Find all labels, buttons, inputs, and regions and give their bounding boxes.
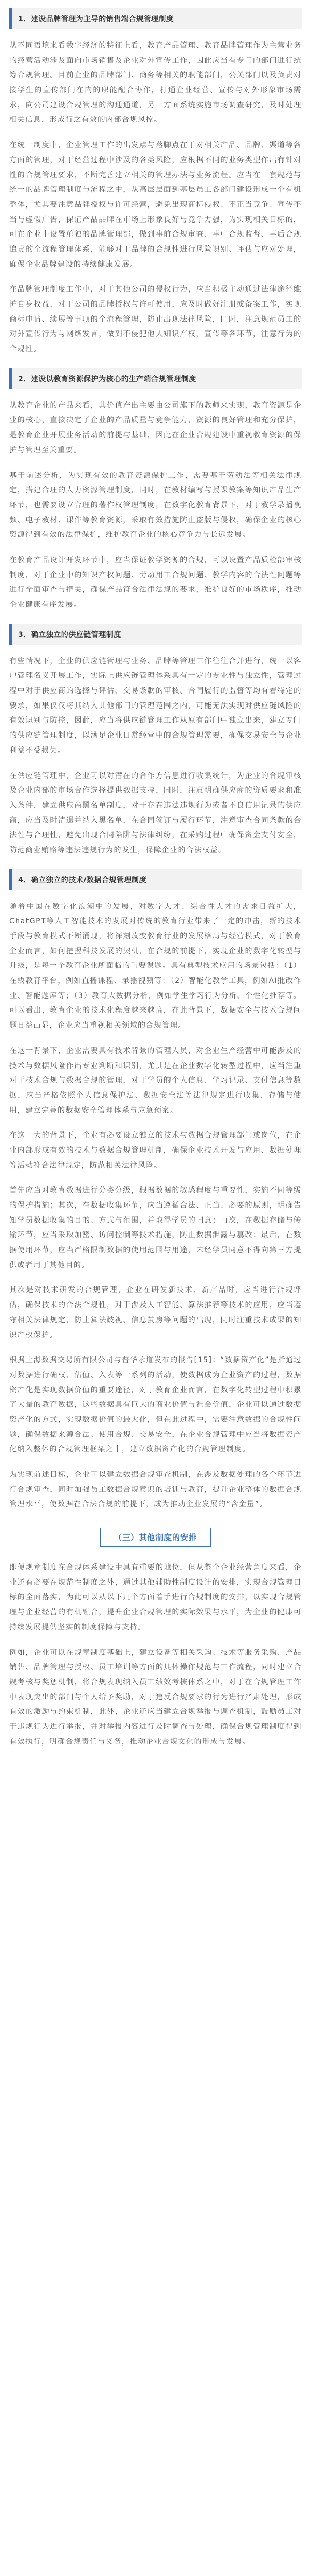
paragraph: 在统一制度中，企业管理工作的出发点与落脚点在于对相关产品、品牌、渠道等各方面的管理，对于经营过程中涉及的各类风险，应根据不同的业务类型作出有针对性的合规管理要求，不断完善建立相关的管理办法与业务流程。应当在一套规范与统一的品牌管理制度与流程之中，从高层层面到基层员工各部门建设形成一个有机整体，尤其要注意品牌授权与许可经营，避免出现商标侵权、不正当竞争、宣传不当与虚假广告，保证产品品牌在市场上形象良好与竞争力强，为实现相关目标的，可在企业中设置单独的品牌管理部，做到事前合规审查、事中合规监督、事后合规追责的全流程管理体系，能够对于品牌的合规性进行风险识别、评估与应对处理，确保企业品牌建设的持续健康发展。: [9, 141, 302, 269]
paragraph: 即便规章制度在合规体系建设中具有重要的地位，但从整个企业经营角度来看，企业还有必要在规范性制度之外，通过其他辅助性制度设计的安排，实现合规管理目标的全面落实，为此可以从以下几个方面着手进行合规制度的安排，以实现合规管理与企业经营的有机融合，提升企业合规管理的实际效果与水平，为企业的健康可持续发展提供坚实的制度保障与支持。: [9, 1563, 302, 1631]
paragraph: 随着中国在数字化浪潮中的发展，对数字人才、综合性人才的需求日益扩大，ChatGPT等人工智能技术的发展对传统的教育行业带来了一定的冲击，新的技术手段与教育模式不断涌现，将深刻改变教育行业的发展格局与经营模式，对于教育企业而言，如何把握科技发展的契机，在合规的前提下，实现企业的数字化转型与升级，是每一个教育企业所面临的重要课题。具有典型技术应用的场景包括：（1）在线教育平台，例如直播课程、录播视频等；（2）智能化教学工具，例如AI批改作业、智能题库等；（3）教育大数据分析，例如学生学习行为分析、个性化推荐等。可以看出，教育企业的技术化程度越来越高，在此背景下，数据安全与技术合规问题日益凸显，企业应当重视相关领域的合规管理。: [9, 902, 302, 1030]
section-title: 2．建设以教育资源保护为核心的生产端合规管理制度: [18, 375, 196, 383]
paragraph: 在教育产品设计开发环节中，应当保证教学资源的合规，可以设置产品质检部审核制度，对于企业中的知识产权问题、劳动用工合规问题、教学内容的合法性问题等进行全面审查与把关，确保产品符合法律法规的要求，维护良好的市场秩序，推动企业健康有序发展。: [9, 556, 302, 609]
paragraph: 有些情况下，企业的供应链管理与业务、品牌等管理工作往往合并进行，统一以客户管理名义开展工作，实际上供应链管理体系具有一定的专业性与独立性，管理过程中对于供应商的选择与评估、交易条款的审核、合同履行的监督等均有着特定的要求，如果仅仅将其纳入其他部门的管理范围之内，可能无法实现对供应链风险的有效识别与防控，因此，应当将供应链管理工作从原有部门中独立出来，建立专门的供应链管理制度，以满足企业日常经营中的合规管理需要，确保交易安全与企业利益不受损失。: [9, 657, 302, 755]
paragraph: 在这一大的背景下，企业有必要设立独立的技术与数据合规管理部门或岗位，在企业内部形成有效的技术与数据合规管理机制，确保企业技术开发与应用、数据处理等活动符合法律规定，防范相关法律风险。: [9, 1131, 302, 1170]
paragraph: 在供应链管理中，企业可以对潜在的合作方信息进行收集统计，为企业的合规审核及企业内部的市场合作选择提供数据支持，同时，注意明确供应商的资质要求和准入条件，建立供应商黑名单制度，对于存在违法违规行为或者不良信用记录的供应商，应当及时清退并纳入黑名单，在合同签订与履行环节，注意审查合同条款的合法性与合理性，避免出现合同陷阱与法律纠纷，在采购过程中确保资金支付安全，防范商业贿赂等违法违规行为的发生，保障企业的合法权益。: [9, 771, 302, 854]
paragraph: 例如，企业可以在规章制度基础上，建立设备等相关采购、技术等服务采购、产品销售、品牌管理与授权、员工培训等方面的具体操作规范与工作流程，同时建立合规考核与奖惩机制，将合规表现纳入员工绩效考核体系之中，对于在合规管理工作中表现突出的部门与个人给予奖励，对于违反合规要求的行为进行严肃处理，形成有效的激励与约束机制，此外，企业还应当建立合规举报与调查机制，鼓励员工对于违规行为进行举报，并对举报内容进行及时调查与处理，确保合规管理制度得到有效执行，明确合规责任与义务，推动企业合规文化的形成与发展。: [9, 1648, 302, 1746]
paragraph: 为实现前述目标，企业可以建立数据合规审查机制，在涉及数据处理的各个环节进行合规审查，同时加强员工数据合规意识的培训与教育，提升企业整体的数据合规管理水平，使数据在合法合规的前提下，成为推动企业发展的“含金量”。: [9, 1471, 302, 1509]
section-heading: [9, 624, 302, 645]
subsection-banner-title: （三）其他制度的安排: [100, 1528, 211, 1547]
subsection-banner: [9, 1528, 302, 1547]
paragraph: 其次是对技术研发的合规管理，企业在研发新技术、新产品时，应当进行合规评估，确保技术的合法合规性，对于涉及人工智能、算法推荐等技术的应用，应当遵守相关法律规定，防止算法歧视、信息茧房等问题的出现，同时注重技术成果的知识产权保护。: [9, 1286, 302, 1339]
section-title: 1．建设品牌管理为主导的销售端合规管理制度: [18, 15, 174, 23]
section-title: 3．确立独立的供应链管理制度: [18, 630, 121, 639]
paragraph: 基于前述分析，为实现有效的教育资源保护工作，需要基于劳动法等相关法律规定，搭建合理的人力资源管理制度，同时，在教材编写与授课教案等知识产品生产环节，也需要设立合理的著作权管理制度，在数字化教育背景下，对于教学录播视频、电子教材、课件等教育资源，采取有效措施防止盗版与侵权，确保企业的核心资源得到有效的法律保护，维护教育企业的核心竞争力与长远发展。: [9, 471, 302, 539]
section-heading: [9, 869, 302, 890]
paragraph: 从教育企业的产品来看，其价值产出主要由公司旗下的教师来实现，教育资源是企业的核心，直接决定了企业的产品质量与竞争能力，资源的良好管理和充分保护，是教育企业开展业务活动的前提与基础，因此在企业合规建设中重视教育资源的保护与管理至关重要。: [9, 401, 302, 454]
paragraph: 在品牌管理制度工作中，对于其他公司的侵权行为，应当积极主动通过法律途径维护自身权益，对于公司的品牌授权与许可使用，应及时做好注册或备案工作，实现商标申请、续展等事项的全流程管理，防止出现法律风险，同时，注意规范员工的对外宣传行为与网络发言，做到不侵犯他人知识产权，宣传等各环节，注意行为的合规性。: [9, 285, 302, 354]
section-heading: [9, 368, 302, 389]
paragraph: 从不同语境来看数字经济的特征上看，教育产品管理、教育品牌管理作为主营业务的经营活动涉及面向市场销售及企业对外宣传工作，因此应当有专门的部门进行统筹合规管理。目前企业的品牌部门、商务等相关的职能部门，公关部门以及负责对接学生的宣传部门在内的职能配合协作，打通企业经营、宣传与对外形象市场需求，向公司建设合规管理的沟通通道，另一方面系统实施市场调查研究，及时处理相关信息，形成行之有效的内部合规风控。: [9, 41, 302, 124]
section-heading: [9, 8, 302, 29]
paragraph: 首先应当对教育数据进行分类分级，根据数据的敏感程度与重要性，实施不同等级的保护措施；其次，在数据收集环节，应当遵循合法、正当、必要的原则，明确告知学员数据收集的目的、方式与范围，并取得学员的同意；再次，在数据存储与传输环节，应当采取加密、访问控制等技术措施，防止数据泄露与篡改；最后，在数据使用环节，应当严格限制数据的使用范围与用途，未经学员同意不得向第三方提供或者用于其他目的。: [9, 1186, 302, 1269]
section-title: 4．确立独立的技术/数据合规管理制度: [18, 876, 147, 884]
paragraph: 在这一背景下，企业需要具有技术背景的管理人员，对企业生产经营中可能涉及的技术与数据风险作出专业判断和识别，尤其是在企业数字化转型过程中，应当注重对于技术合规与数据合规的管理，对于学员的个人信息、学习记录、支付信息等数据，应当严格依照个人信息保护法、数据安全法等法律规定进行收集、存储与使用，建立完善的数据安全管理体系与应急预案。: [9, 1046, 302, 1115]
paragraph: 根据上海数据交易所有限公司与普华永道发布的报告[15]：“数据资产化”是指通过对数据进行确权、估值、入表等一系列的活动，使数据成为企业资产的过程，数据资产化是实现数据价值的重要途径，对于教育企业而言，在数字化转型过程中积累了大量的教育数据，这些数据具有巨大的商业价值与社会价值，企业可以通过数据资产化的方式，实现数据价值的最大化，但在此过程中，需要注意数据的合规性问题，确保数据来源合法、使用合规、交易安全，在企业合规管理中应当将数据资产化纳入整体的合规管理框架之中，建立数据资产化的合规管理制度。: [9, 1356, 302, 1454]
